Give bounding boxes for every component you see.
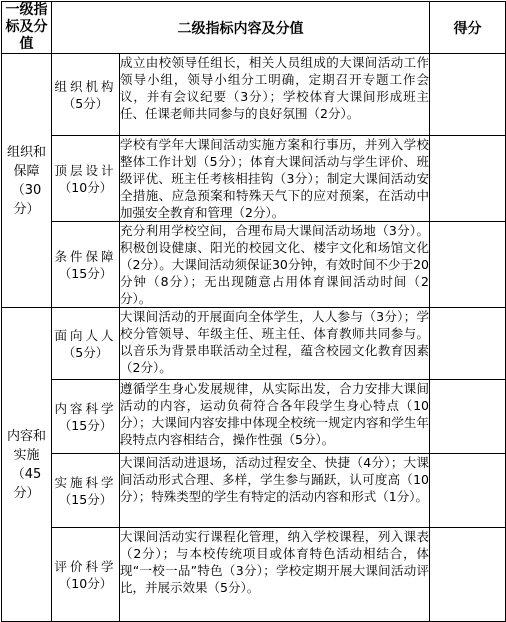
table-row (2, 380, 506, 454)
table-row (2, 308, 506, 380)
score-cell[interactable] (430, 54, 506, 136)
header-level2: 二级指标内容及分值 (52, 2, 430, 54)
header-level1: 一级指标及分值 (2, 2, 52, 54)
level2-points: （15分） (58, 265, 113, 281)
level2-points: （5分） (62, 95, 109, 111)
level2-name: 实施科学 (54, 474, 117, 490)
level2-name: 顶层设计 (54, 162, 117, 178)
level2-points: （5分） (62, 344, 109, 360)
score-cell[interactable] (430, 454, 506, 528)
level1-cell-organization (2, 54, 52, 308)
level1-points: （45分） (11, 466, 42, 501)
level2-cell (52, 308, 120, 380)
level2-cell (52, 454, 120, 528)
level1-cell-content (2, 308, 52, 622)
table-row (2, 136, 506, 222)
evaluation-table (1, 1, 506, 622)
level2-name: 组织机构 (54, 78, 117, 94)
criteria-content: 遵循学生身心发展规律，从实际出发，合力安排大课间活动的内容，运动负荷符合各年段学生身心特点（10分）；大课间内容安排中体现全校统一规定内容和学生年段特点内容相结合，操作性强（5分）。 (120, 380, 430, 454)
score-cell[interactable] (430, 308, 506, 380)
level2-name: 条件保障 (54, 248, 117, 264)
criteria-content: 充分利用学校空间，合理布局大课间活动场地（3分）。积极创设健康、阳光的校园文化、楼宇文化和场馆文化（2分）。大课间活动须保证30分钟，有效时间不少于20分钟（8分）；无出现随意占用体育课间活动时间（2分）。 (120, 223, 429, 306)
table-row (2, 222, 506, 308)
criteria-content: 学校有学年大课间活动实施方案和行事历，并列入学校整体工作计划（5分）；体育大课间活动与学生评价、班级评优、班主任考核相挂钩（3分）；制定大课间活动安全措施、应急预案和特殊天气下的应对预案，在活动中加强安全教育和管理（2分）。 (120, 137, 429, 220)
level1-points: （30分） (11, 182, 42, 217)
level2-points: （10分） (58, 179, 113, 195)
level2-name: 内容科学 (54, 400, 117, 416)
level2-points: （15分） (58, 417, 113, 433)
score-cell[interactable] (430, 222, 506, 308)
level2-cell (52, 528, 120, 622)
criteria-content: 大课间活动的开展面向全体学生，人人参与（3分）；学校分管领导、年级主任、班主任、体育教师共同参与。以音乐为背景串联活动全过程，蕴含校园文化教育因素（2分）。 (120, 308, 430, 380)
criteria-content: 成立由校领导任组长，相关人员组成的大课间活动工作领导小组，领导小组分工明确，定期召开专题工作会议，并有会议纪要（3分）；学校体育大课间形成班主任、任课老师共同参与的良好氛围（2分）。 (120, 54, 430, 136)
level2-cell (52, 136, 120, 222)
header-score: 得分 (430, 2, 506, 54)
level1-name: 组织和保障 (6, 144, 46, 179)
level2-cell (52, 380, 120, 454)
level2-points: （10分） (58, 575, 113, 591)
score-cell[interactable] (430, 528, 506, 622)
criteria-content: 大课间活动进退场，活动过程安全、快捷（4分）；大课间活动形式合理、多样，学生参与踊跃，认可度高（10分）；特殊类型的学生有特定的活动内容和形式（1分）。 (120, 454, 430, 528)
level2-cell (52, 222, 120, 308)
level1-name: 内容和实施 (6, 428, 46, 463)
table-row (2, 454, 506, 528)
table-row (2, 54, 506, 136)
score-cell[interactable] (430, 380, 506, 454)
level2-points: （15分） (58, 491, 113, 507)
score-cell[interactable] (430, 136, 506, 222)
level2-name: 面向人人 (54, 327, 117, 343)
criteria-content: 大课间活动实行课程化管理，纳入学校课程，列入课表（2分）；与本校传统项目或体育特色活动相结合，体现“一校一品”特色（3分）；学校定期开展大课间活动评比，并展示效果（5分）。 (120, 528, 430, 622)
table-row (2, 528, 506, 622)
level2-cell (52, 54, 120, 136)
level2-name: 评价科学 (54, 558, 117, 574)
